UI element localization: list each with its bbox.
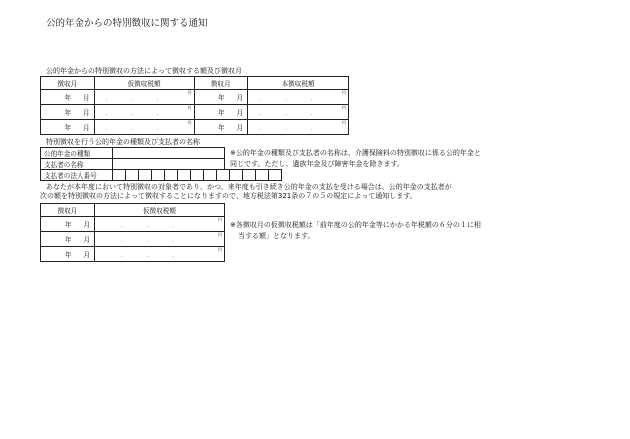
table-row bbox=[41, 120, 349, 135]
amount-cell[interactable]: 円 ... bbox=[94, 105, 194, 120]
payer-name-label: 支払者の名称 bbox=[41, 159, 113, 170]
digit-box[interactable] bbox=[256, 170, 269, 181]
table-row bbox=[41, 217, 225, 232]
provisional-note: ※各徴収月の仮徴収税額は「前年度の公的年金等にかかる年税額の６分の１に相 当する額」となります。 bbox=[230, 221, 481, 240]
header-month-2: 徴収月 bbox=[194, 77, 248, 90]
payer-table bbox=[40, 147, 225, 170]
collection-table bbox=[40, 76, 349, 135]
month-cell[interactable]: 年 月 bbox=[41, 105, 95, 120]
header-final: 本徴収税額 bbox=[248, 77, 349, 90]
amount-cell[interactable]: 円 ... bbox=[94, 90, 194, 105]
payer-name-value[interactable] bbox=[113, 159, 225, 170]
notice-paragraph: あなたが本年度において特別徴収の対象者であり、かつ、来年度も引き続き公的年金の支払を受ける場合は、公的年金の支払者が 次の額を特別徴収の方法によって徴収することになりますので、地方税法第321条の７の５の規定によって通知します。 bbox=[40, 183, 452, 200]
month-cell[interactable]: 年 月 bbox=[41, 90, 95, 105]
month-cell[interactable]: 年 月 bbox=[41, 120, 95, 135]
digit-box[interactable] bbox=[178, 170, 191, 181]
amount-cell[interactable]: 円 ... bbox=[95, 247, 225, 262]
payer-note: ※公的年金の種類及び支払者の名称は、介護保険料の特別徴収に係る公的年金と 同じです。ただし、遺族年金及び障害年金を除きます。 bbox=[230, 149, 481, 168]
header-month-3: 徴収月 bbox=[41, 204, 95, 217]
table-row bbox=[41, 232, 225, 247]
digit-box[interactable] bbox=[191, 170, 204, 181]
corporate-number-label: 支払者の法人番号 bbox=[41, 170, 113, 181]
pension-type-label: 公的年金の種類 bbox=[41, 148, 113, 159]
page-title: 公的年金からの特別徴収に関する通知 bbox=[46, 18, 208, 29]
header-provisional: 仮徴収税額 bbox=[94, 77, 194, 90]
amount-cell[interactable]: 円 ... bbox=[95, 217, 225, 232]
month-cell[interactable]: 年 月 bbox=[194, 105, 248, 120]
digit-box[interactable] bbox=[126, 170, 139, 181]
amount-cell[interactable]: 円 ... bbox=[248, 120, 349, 135]
amount-cell[interactable]: 円 ... bbox=[248, 105, 349, 120]
digit-box[interactable] bbox=[243, 170, 256, 181]
month-cell[interactable]: 年 月 bbox=[41, 217, 95, 232]
amount-cell[interactable]: 円 ... bbox=[248, 90, 349, 105]
table-row bbox=[41, 247, 225, 262]
digit-box[interactable] bbox=[217, 170, 230, 181]
provisional-table bbox=[40, 203, 225, 262]
month-cell[interactable]: 年 月 bbox=[194, 90, 248, 105]
section2-caption: 特別徴収を行う公的年金の種類及び支払者の名称 bbox=[46, 138, 200, 146]
section1-caption: 公的年金からの特別徴収の方法によって徴収する額及び徴収月 bbox=[46, 67, 242, 75]
digit-box[interactable] bbox=[113, 170, 126, 181]
month-cell[interactable]: 年 月 bbox=[41, 247, 95, 262]
digit-box[interactable] bbox=[230, 170, 243, 181]
amount-cell[interactable]: 円 ... bbox=[94, 120, 194, 135]
header-provisional-2: 仮徴収税額 bbox=[95, 204, 225, 217]
digit-box[interactable] bbox=[269, 170, 282, 181]
digit-box[interactable] bbox=[152, 170, 165, 181]
amount-cell[interactable]: 円 ... bbox=[95, 232, 225, 247]
corporate-number-table bbox=[40, 169, 282, 181]
month-cell[interactable]: 年 月 bbox=[41, 232, 95, 247]
digit-box[interactable] bbox=[204, 170, 217, 181]
header-month-1: 徴収月 bbox=[41, 77, 95, 90]
month-cell[interactable]: 年 月 bbox=[194, 120, 248, 135]
table-row bbox=[41, 90, 349, 105]
digit-box[interactable] bbox=[139, 170, 152, 181]
table-row bbox=[41, 105, 349, 120]
digit-box[interactable] bbox=[165, 170, 178, 181]
pension-type-value[interactable] bbox=[113, 148, 225, 159]
